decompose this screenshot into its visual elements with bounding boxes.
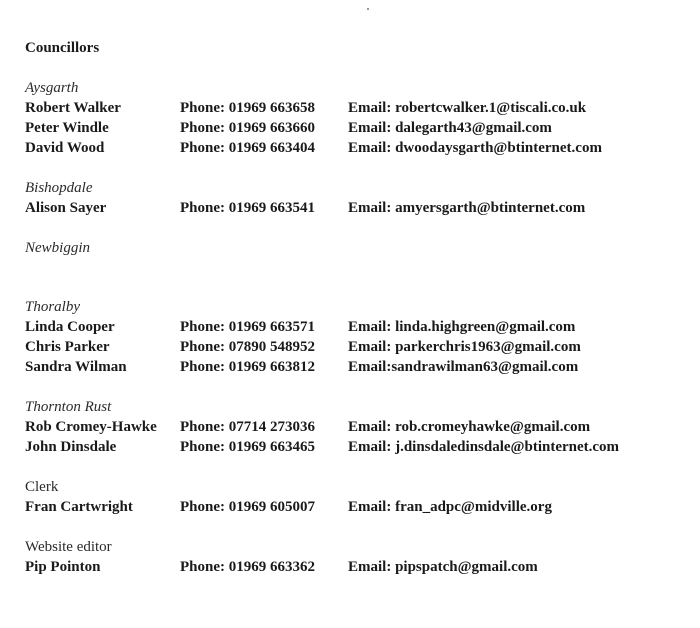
contact-phone: Phone: 01969 663541 xyxy=(180,200,315,216)
section-heading-bishopdale: Bishopdale xyxy=(25,180,93,196)
contact-phone: Phone: 07714 273036 xyxy=(180,419,315,435)
spacer xyxy=(25,258,685,297)
contact-row xyxy=(25,417,685,437)
contact-row xyxy=(25,118,685,138)
contact-name: David Wood xyxy=(25,140,105,156)
contact-row xyxy=(25,437,685,457)
contact-phone: Phone: 01969 663571 xyxy=(180,319,315,335)
contact-email: Email: dwoodaysgarth@btinternet.com xyxy=(348,140,602,156)
section-heading-newbiggin: Newbiggin xyxy=(25,240,91,256)
contact-name: Peter Windle xyxy=(25,120,109,136)
contact-row xyxy=(25,357,685,377)
contact-email: Email:sandrawilman63@gmail.com xyxy=(348,359,579,375)
contact-email: Email: fran_adpc@midville.org xyxy=(348,499,552,515)
contact-email: Email: linda.highgreen@gmail.com xyxy=(348,319,576,335)
contact-phone: Phone: 01969 663658 xyxy=(180,100,315,116)
contact-row xyxy=(25,98,685,118)
section-heading-website-editor: Website editor xyxy=(25,539,112,555)
contact-email: Email: rob.cromeyhawke@gmail.com xyxy=(348,419,591,435)
contact-name: Rob Cromey-Hawke xyxy=(25,419,157,435)
contact-phone: Phone: 01969 605007 xyxy=(180,499,315,515)
spacer xyxy=(25,377,685,397)
spacer xyxy=(25,517,685,537)
contact-email: Email: pipspatch@gmail.com xyxy=(348,559,538,575)
section-heading-thornton-rust: Thornton Rust xyxy=(25,399,112,415)
contact-phone: Phone: 01969 663812 xyxy=(180,359,315,375)
scan-speck xyxy=(367,8,369,10)
contact-row xyxy=(25,138,685,158)
contact-row xyxy=(25,317,685,337)
contact-phone: Phone: 01969 663362 xyxy=(180,559,315,575)
contact-phone: Phone: 01969 663660 xyxy=(180,120,315,136)
spacer xyxy=(25,218,685,238)
contact-name: Linda Cooper xyxy=(25,319,115,335)
contact-email: Email: amyersgarth@btinternet.com xyxy=(348,200,586,216)
contact-email: Email: robertcwalker.1@tiscali.co.uk xyxy=(348,100,587,116)
contact-phone: Phone: 01969 663404 xyxy=(180,140,315,156)
page-title: Councillors xyxy=(25,40,100,56)
contact-email: Email: parkerchris1963@gmail.com xyxy=(348,339,581,355)
contact-name: Alison Sayer xyxy=(25,200,107,216)
contact-email: Email: j.dinsdaledinsdale@btinternet.com xyxy=(348,439,620,455)
contact-name: Fran Cartwright xyxy=(25,499,133,515)
contact-name: Pip Pointon xyxy=(25,559,101,575)
spacer xyxy=(25,158,685,178)
contact-name: Sandra Wilman xyxy=(25,359,127,375)
section-heading-thoralby: Thoralby xyxy=(25,299,81,315)
contact-name: Robert Walker xyxy=(25,100,121,116)
contact-phone: Phone: 07890 548952 xyxy=(180,339,315,355)
contact-row xyxy=(25,497,685,517)
section-heading-aysgarth: Aysgarth xyxy=(25,80,79,96)
contact-phone: Phone: 01969 663465 xyxy=(180,439,315,455)
section-heading-clerk: Clerk xyxy=(25,479,59,495)
contact-name: John Dinsdale xyxy=(25,439,117,455)
spacer xyxy=(25,457,685,477)
contact-name: Chris Parker xyxy=(25,339,110,355)
contact-row xyxy=(25,337,685,357)
contact-row xyxy=(25,198,685,218)
contact-email: Email: dalegarth43@gmail.com xyxy=(348,120,552,136)
contact-row xyxy=(25,557,685,577)
councillors-list xyxy=(25,38,685,577)
